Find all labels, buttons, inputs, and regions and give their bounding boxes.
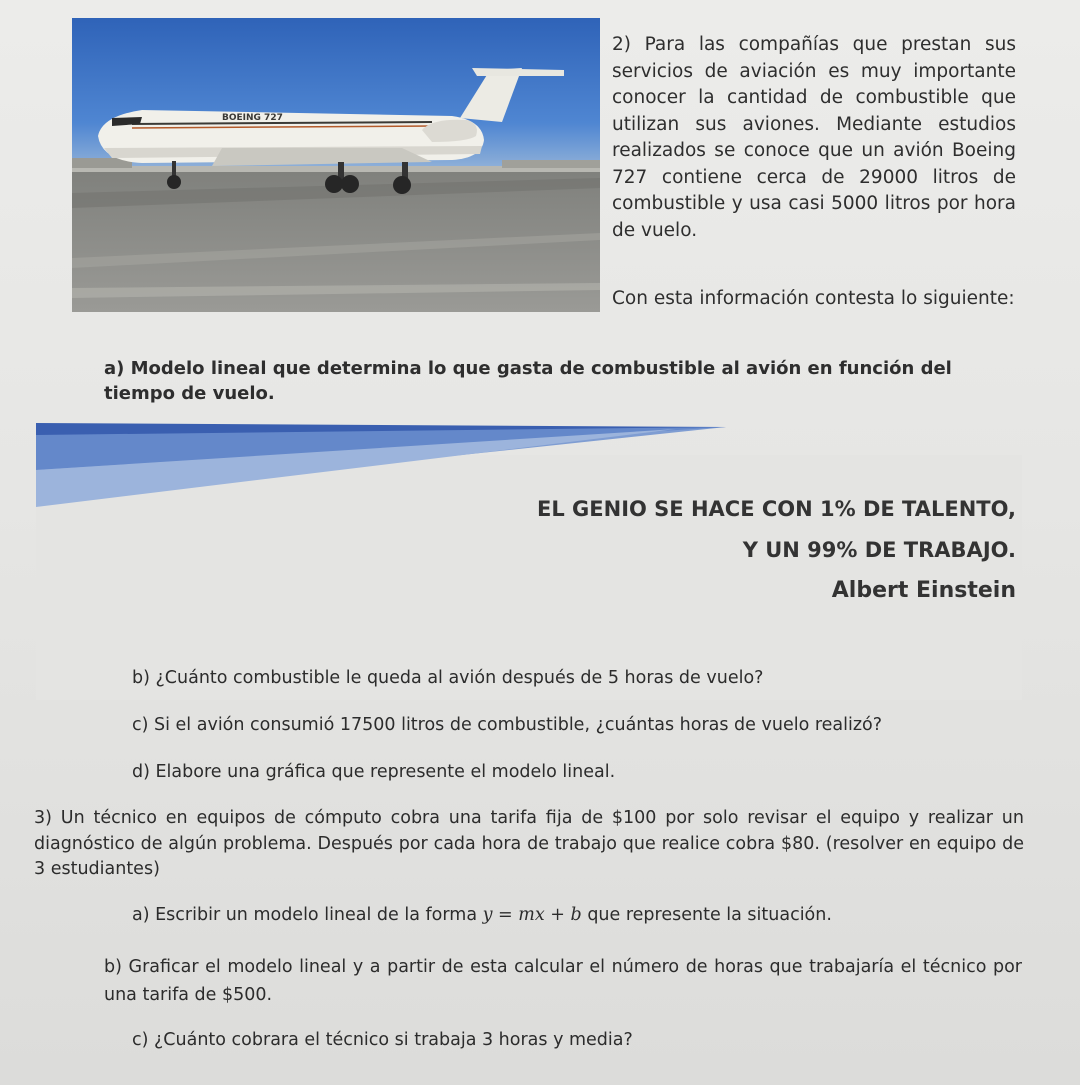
question-b: b) ¿Cuánto combustible le queda al avión después de 5 horas de vuelo? <box>132 668 764 688</box>
problem-3-a-suffix: que represente la situación. <box>581 905 832 925</box>
blue-banner-decoration <box>36 415 726 510</box>
quote-line-1: EL GENIO SE HACE CON 1% DE TALENTO, <box>537 497 1016 521</box>
problem-2-text: 2) Para las compañías que prestan sus servicios de aviación es muy importante conocer la cantidad de combustible que utilizan sus aviones. Mediante estudios realizados se conoce que un avión Boeing 727 contiene cerca de 29000 litros de combustible y usa casi 5000 litros por hora de vuelo. <box>612 34 1016 241</box>
problem-2-instruction: Con esta información contesta lo siguiente: <box>612 288 1015 309</box>
question-d: d) Elabore una gráfica que represente el modelo lineal. <box>132 762 616 782</box>
quote-line-2: Y UN 99% DE TRABAJO. <box>742 538 1016 562</box>
problem-3-question-c: c) ¿Cuánto cobrara el técnico si trabaja 3 horas y media? <box>132 1030 633 1050</box>
problem-3-question-a <box>132 903 832 928</box>
question-a: a) Modelo lineal que determina lo que gasta de combustible al avión en función del tiempo de vuelo. <box>104 358 952 404</box>
problem-3-a-prefix: a) Escribir un modelo lineal de la forma <box>132 905 483 925</box>
boeing-727-photo <box>72 18 600 312</box>
quote-author: Albert Einstein <box>831 578 1016 603</box>
problem-3-text: 3) Un técnico en equipos de cómputo cobra una tarifa fija de $100 por solo revisar el equipo y realizar un diagnóstico de algún problema. Después por cada hora de trabajo que realice cobra $80. (resolver en equipo de 3 estudiantes) <box>34 808 1024 879</box>
aircraft-livery-text: BOEING 727 <box>222 113 283 123</box>
question-c: c) Si el avión consumió 17500 litros de combustible, ¿cuántas horas de vuelo realizó? <box>132 715 883 735</box>
linear-formula: y = mx + b <box>482 905 582 925</box>
problem-3-question-b: b) Graficar el modelo lineal y a partir de esta calcular el número de horas que trabajaría el técnico por una tarifa de $500. <box>104 957 1022 1005</box>
